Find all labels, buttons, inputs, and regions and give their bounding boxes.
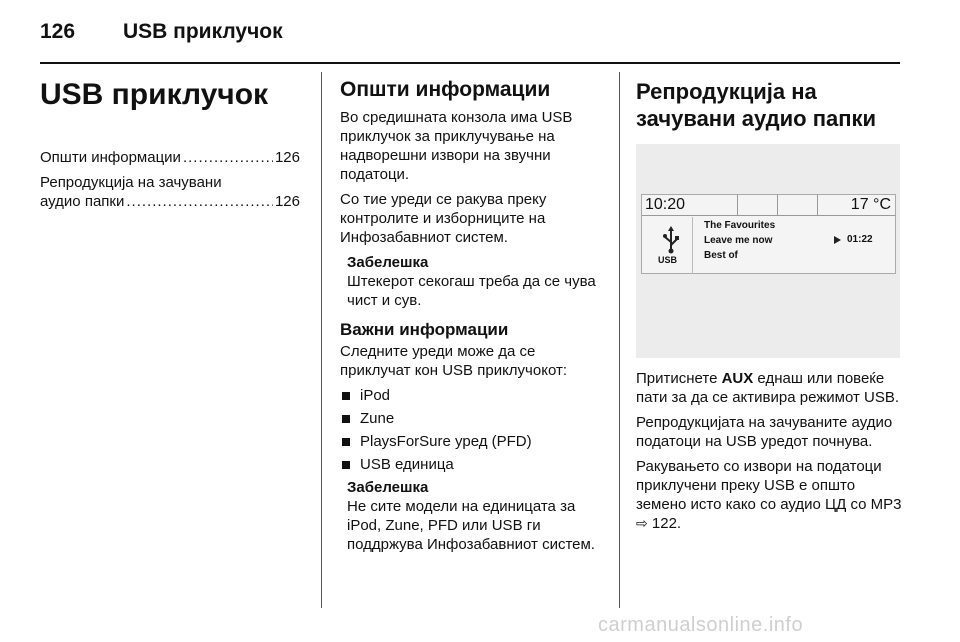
list-item: USB единица [340, 455, 600, 474]
infotainment-display-image [636, 144, 900, 358]
track-item: The Favourites [704, 220, 776, 231]
list-item: Zune [340, 409, 600, 428]
track-item: Leave me now [704, 235, 773, 246]
section-title: Општи информации [340, 78, 551, 101]
text: еднаш или повеќе пати за да се активира режимот USB. [636, 370, 900, 406]
section-title: Важни информации [340, 320, 509, 339]
note [347, 253, 600, 310]
toc-entry-page: 126 [274, 193, 300, 210]
section-title [636, 78, 906, 132]
note-label: Забелешка [347, 254, 429, 271]
chapter-title: USB приклучок [40, 78, 269, 111]
header-divider [40, 62, 900, 64]
paragraph [636, 457, 906, 533]
text: Притиснете [636, 370, 722, 387]
list-item: PlaysForSure уред (PFD) [340, 432, 600, 451]
divider [817, 195, 818, 216]
status-bar [642, 195, 895, 216]
paragraph: Репродукцијата на зачуваните аудио податоци на USB уредот почнува. [636, 414, 893, 450]
divider [777, 195, 778, 216]
toc-entry-text: Репродукција на зачувани [40, 174, 222, 191]
usb-icon [661, 226, 681, 254]
section-title-line: Репродукција на [636, 79, 817, 104]
column-divider [619, 72, 620, 608]
display-screen [641, 194, 896, 274]
list-item: iPod [340, 386, 600, 405]
clock: 10:20 [645, 196, 686, 213]
column-general-info [340, 78, 600, 554]
toc-leader [183, 148, 273, 167]
section-title-line: зачувани аудио папки [636, 106, 877, 131]
paragraph [636, 369, 906, 407]
device-list [340, 386, 600, 474]
note-label: Забелешка [347, 479, 429, 496]
column-divider [321, 72, 322, 608]
usb-label: USB [658, 255, 678, 265]
toc-entry[interactable] [40, 173, 300, 211]
paragraph: Со тие уреди се ракува преку контролите и изборниците на Инфозабавниот систем. [340, 191, 547, 246]
toc-leader [126, 192, 273, 211]
column-toc [40, 78, 300, 217]
page-reference-arrow-icon: ⇨ [636, 515, 648, 531]
note-text: Не сите модели на единицата за iPod, Zune, PFD или USB ги поддржува Инфозабавниот систем. [347, 498, 595, 553]
toc-entry-text: Општи информации [40, 149, 181, 166]
toc-entry-text: аудио папки [40, 193, 125, 210]
running-title: USB приклучок [123, 20, 283, 43]
table-of-contents [40, 148, 300, 211]
play-icon [834, 236, 841, 244]
page-reference[interactable]: 122. [651, 515, 682, 532]
toc-entry-page: 126 [274, 149, 300, 166]
track-item: Best of [704, 250, 738, 261]
divider [692, 217, 693, 274]
temperature: 17 °C [850, 196, 891, 213]
watermark: carmanualsonline.info [598, 614, 804, 636]
column-playback [636, 78, 906, 533]
paragraph: Следните уреди може да се приклучат кон USB приклучокот: [340, 343, 567, 379]
aux-button-label: AUX [721, 370, 754, 387]
note-text: Штекерот секогаш треба да се чува чист и сув. [347, 273, 596, 309]
text: Ракувањето со извори на податоци приклучени преку USB е општо земено исто како со аудио ЦД со MP3 [636, 458, 902, 513]
note [347, 478, 600, 554]
paragraph: Во средишната конзола има USB приклучок за приклучување на надворешни извори на звучни податоци. [340, 109, 573, 183]
divider [737, 195, 738, 216]
track-time: 01:22 [847, 234, 873, 245]
toc-entry[interactable] [40, 148, 300, 167]
page-number: 126 [40, 20, 76, 43]
page-header [40, 14, 910, 54]
